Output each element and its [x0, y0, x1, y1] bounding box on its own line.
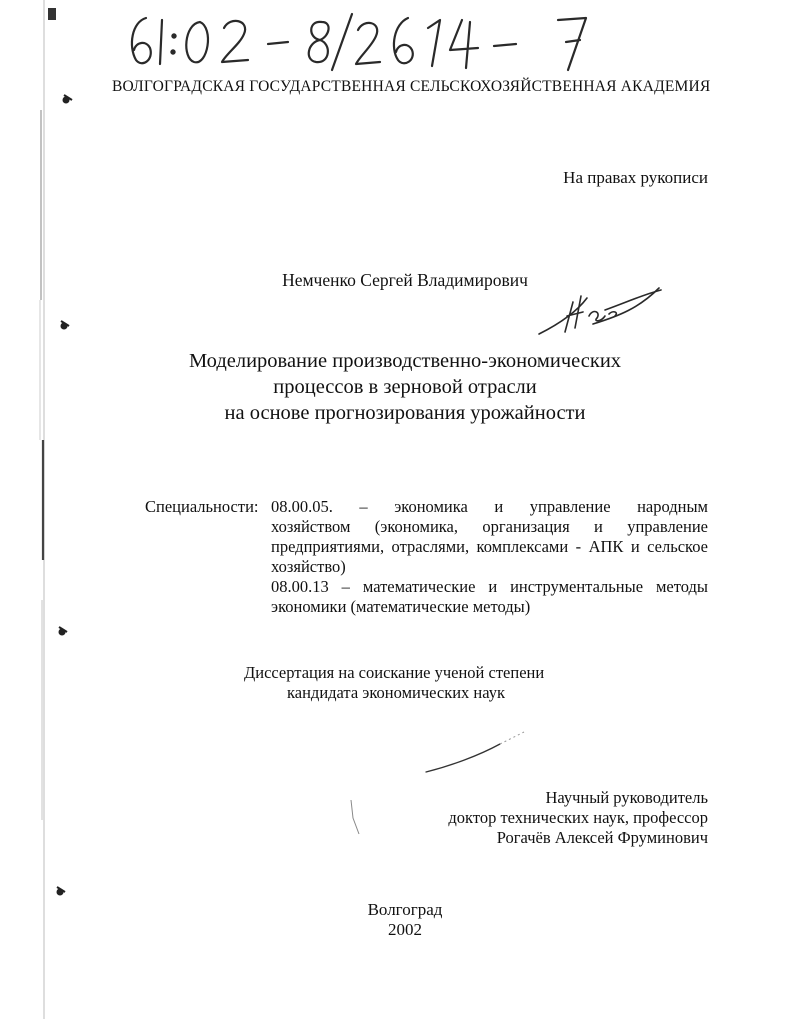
city-year: [300, 900, 510, 940]
scientific-supervisor: [400, 788, 708, 848]
year: 2002: [388, 920, 422, 939]
specialty-line-2: хозяйством (экономика, организация и управление: [271, 517, 708, 536]
degree-line-2: кандидата экономических наук: [287, 683, 506, 702]
scan-margin-artifacts: [0, 0, 80, 1019]
specialty-line-6: экономики (математические методы): [271, 597, 531, 616]
specialty-line-4: хозяйство): [271, 557, 346, 576]
pencil-tick-mark: [345, 798, 365, 838]
institution-name: ВОЛГОГРАДСКАЯ ГОСУДАРСТВЕННАЯ СЕЛЬСКОХОЗЯЙСТВЕННАЯ АКАДЕМИЯ: [112, 78, 711, 95]
author-signature: [535, 282, 665, 342]
specialty-block: [271, 497, 708, 617]
title-line-2: процессов в зерновой отрасли: [273, 376, 537, 398]
supervisor-role: Научный руководитель: [545, 788, 708, 807]
specialty-label: Специальности:: [145, 497, 259, 516]
handwritten-archive-code: [118, 8, 638, 78]
dissertation-degree: [244, 663, 544, 703]
pen-stroke-mark: [420, 730, 530, 778]
city-name: Волгоград: [367, 900, 443, 919]
specialty-line-1: 08.00.05. – экономика и управление народным: [271, 497, 708, 516]
specialty-line-5: 08.00.13 – математические и инструментальные методы: [271, 577, 708, 596]
title-line-3: на основе прогнозирования урожайности: [224, 402, 586, 424]
author-name: Немченко Сергей Владимирович: [282, 270, 528, 290]
degree-line-1: Диссертация на соискание ученой степени: [244, 663, 545, 682]
dissertation-title: [105, 348, 705, 426]
title-line-1: Моделирование производственно-экономических: [188, 350, 622, 372]
specialty-line-3: предприятиями, отраслями, комплексами - АПК и сельское: [271, 537, 708, 556]
supervisor-degree: доктор технических наук, профессор: [448, 808, 708, 827]
supervisor-name: Рогачёв Алексей Фруминович: [496, 828, 708, 847]
rights-note: На правах рукописи: [563, 168, 708, 187]
